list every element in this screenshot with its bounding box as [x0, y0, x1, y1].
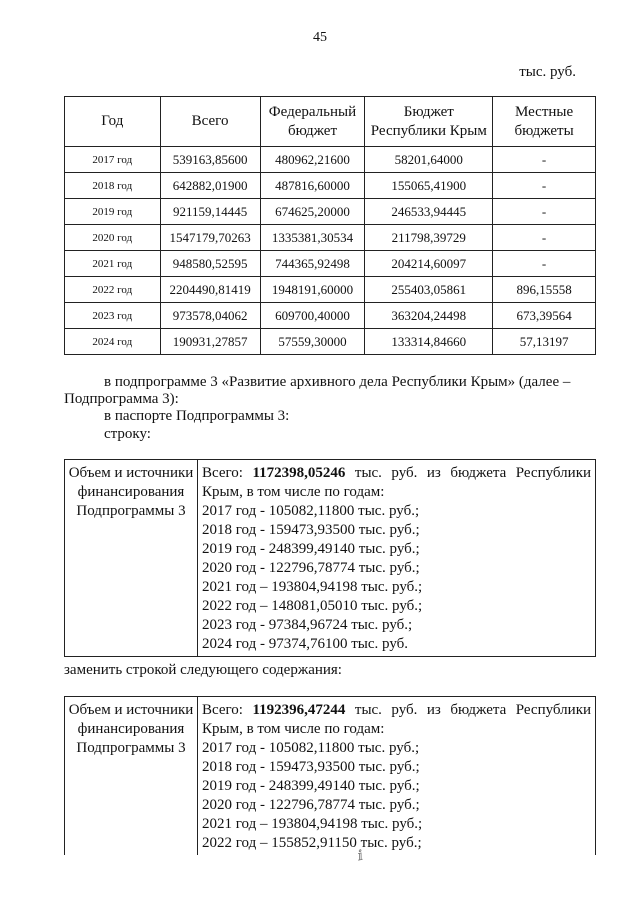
old-total-value: 1172398,05246 — [252, 465, 346, 481]
table-cell-year: 2018 год — [65, 173, 161, 199]
table-cell-year: 2023 год — [65, 303, 161, 329]
table-cell-federal: 480962,21600 — [260, 147, 365, 173]
new-row-year: 2017 год - 105082,11800 тыс. руб.; — [202, 740, 420, 756]
old-row-year: 2019 год - 248399,49140 тыс. руб.; — [202, 541, 420, 557]
new-passport-row — [64, 696, 596, 855]
table-cell-crimea: 211798,39729 — [365, 225, 493, 251]
table-cell-federal: 744365,92498 — [260, 251, 365, 277]
old-row-year: 2024 год - 97374,76100 тыс. руб. — [202, 636, 409, 652]
table-cell-total: 539163,85600 — [160, 147, 260, 173]
table-row — [65, 303, 596, 329]
table-cell-crimea: 246533,94445 — [365, 199, 493, 225]
table-cell-total: 948580,52595 — [160, 251, 260, 277]
table-row — [65, 225, 596, 251]
table-cell-federal: 609700,40000 — [260, 303, 365, 329]
header-federal: Федеральный бюджет — [260, 97, 365, 147]
table-cell-total: 973578,04062 — [160, 303, 260, 329]
old-row-year: 2021 год – 193804,94198 тыс. руб.; — [202, 579, 423, 595]
old-row-intro: Крым, в том числе по годам: — [202, 484, 385, 500]
new-row-year: 2018 год - 159473,93500 тыс. руб.; — [202, 759, 420, 775]
new-row-intro: Крым, в том числе по годам: — [202, 721, 385, 737]
table-cell-crimea: 255403,05861 — [365, 277, 493, 303]
old-total-suffix: тыс. руб. из бюджета Республики — [354, 465, 592, 481]
table-cell-total: 642882,01900 — [160, 173, 260, 199]
page-number: 45 — [313, 30, 327, 45]
table-cell-local: 896,15558 — [493, 277, 596, 303]
table-row — [65, 329, 596, 355]
table-cell-local: - — [493, 251, 596, 277]
table-cell-local: - — [493, 173, 596, 199]
new-row-label: Объем и источники финансирования Подпрограммы 3 — [65, 697, 198, 856]
table-cell-total: 2204490,81419 — [160, 277, 260, 303]
table-cell-federal: 1335381,30534 — [260, 225, 365, 251]
row-paragraph: строку: — [104, 426, 151, 442]
old-row-year: 2020 год - 122796,78774 тыс. руб.; — [202, 560, 420, 576]
header-total: Всего — [160, 97, 260, 147]
margin-mark: ⅈ — [356, 848, 365, 865]
replace-paragraph: заменить строкой следующего содержания: — [64, 662, 342, 678]
old-row-year: 2023 год - 97384,96724 тыс. руб.; — [202, 617, 413, 633]
table-row — [65, 147, 596, 173]
table-row — [65, 251, 596, 277]
old-total-prefix: Всего: — [202, 465, 243, 481]
table-cell-year: 2022 год — [65, 277, 161, 303]
funding-table — [64, 96, 596, 355]
table-cell-crimea: 155065,41900 — [365, 173, 493, 199]
table-cell-year: 2019 год — [65, 199, 161, 225]
table-cell-total: 190931,27857 — [160, 329, 260, 355]
table-cell-local: - — [493, 225, 596, 251]
header-local: Местные бюджеты — [493, 97, 596, 147]
table-cell-local: 673,39564 — [493, 303, 596, 329]
new-row-year: 2019 год - 248399,49140 тыс. руб.; — [202, 778, 420, 794]
passport-paragraph: в паспорте Подпрограммы 3: — [104, 408, 290, 424]
table-cell-crimea: 133314,84660 — [365, 329, 493, 355]
new-total-suffix: тыс. руб. из бюджета Республики — [354, 702, 592, 718]
table-cell-federal: 674625,20000 — [260, 199, 365, 225]
old-row-total-line — [202, 464, 591, 483]
new-row-content — [198, 697, 596, 856]
table-cell-crimea: 204214,60097 — [365, 251, 493, 277]
old-row-year: 2022 год – 148081,05010 тыс. руб.; — [202, 598, 423, 614]
header-year: Год — [65, 97, 161, 147]
table-cell-total: 1547179,70263 — [160, 225, 260, 251]
table-cell-year: 2017 год — [65, 147, 161, 173]
table-row — [65, 277, 596, 303]
funding-table-header-row — [65, 97, 596, 147]
old-row-year: 2017 год - 105082,11800 тыс. руб.; — [202, 503, 420, 519]
table-cell-local: 57,13197 — [493, 329, 596, 355]
header-crimea: Бюджет Республики Крым — [365, 97, 493, 147]
table-cell-federal: 487816,60000 — [260, 173, 365, 199]
table-cell-year: 2020 год — [65, 225, 161, 251]
table-cell-local: - — [493, 199, 596, 225]
table-row — [65, 199, 596, 225]
table-row — [65, 173, 596, 199]
old-passport-row — [64, 459, 596, 657]
subprogram-paragraph: в подпрограмме 3 «Развитие архивного дела Республики Крым» (далее – Подпрограмма 3): — [64, 374, 571, 407]
table-cell-total: 921159,14445 — [160, 199, 260, 225]
table-cell-federal: 57559,30000 — [260, 329, 365, 355]
new-row-year: 2021 год – 193804,94198 тыс. руб.; — [202, 816, 423, 832]
new-total-prefix: Всего: — [202, 702, 243, 718]
units-label: тыс. руб. — [519, 64, 576, 80]
table-cell-federal: 1948191,60000 — [260, 277, 365, 303]
old-row-label: Объем и источники финансирования Подпрограммы 3 — [65, 460, 198, 657]
new-total-value: 1192396,47244 — [252, 702, 346, 718]
old-row-year: 2018 год - 159473,93500 тыс. руб.; — [202, 522, 420, 538]
table-cell-crimea: 363204,24498 — [365, 303, 493, 329]
new-row-year: 2022 год – 155852,91150 тыс. руб.; — [202, 835, 422, 851]
table-cell-year: 2021 год — [65, 251, 161, 277]
table-cell-crimea: 58201,64000 — [365, 147, 493, 173]
table-cell-local: - — [493, 147, 596, 173]
table-cell-year: 2024 год — [65, 329, 161, 355]
new-row-year: 2020 год - 122796,78774 тыс. руб.; — [202, 797, 420, 813]
old-row-content — [198, 460, 596, 657]
new-row-total-line — [202, 701, 591, 720]
